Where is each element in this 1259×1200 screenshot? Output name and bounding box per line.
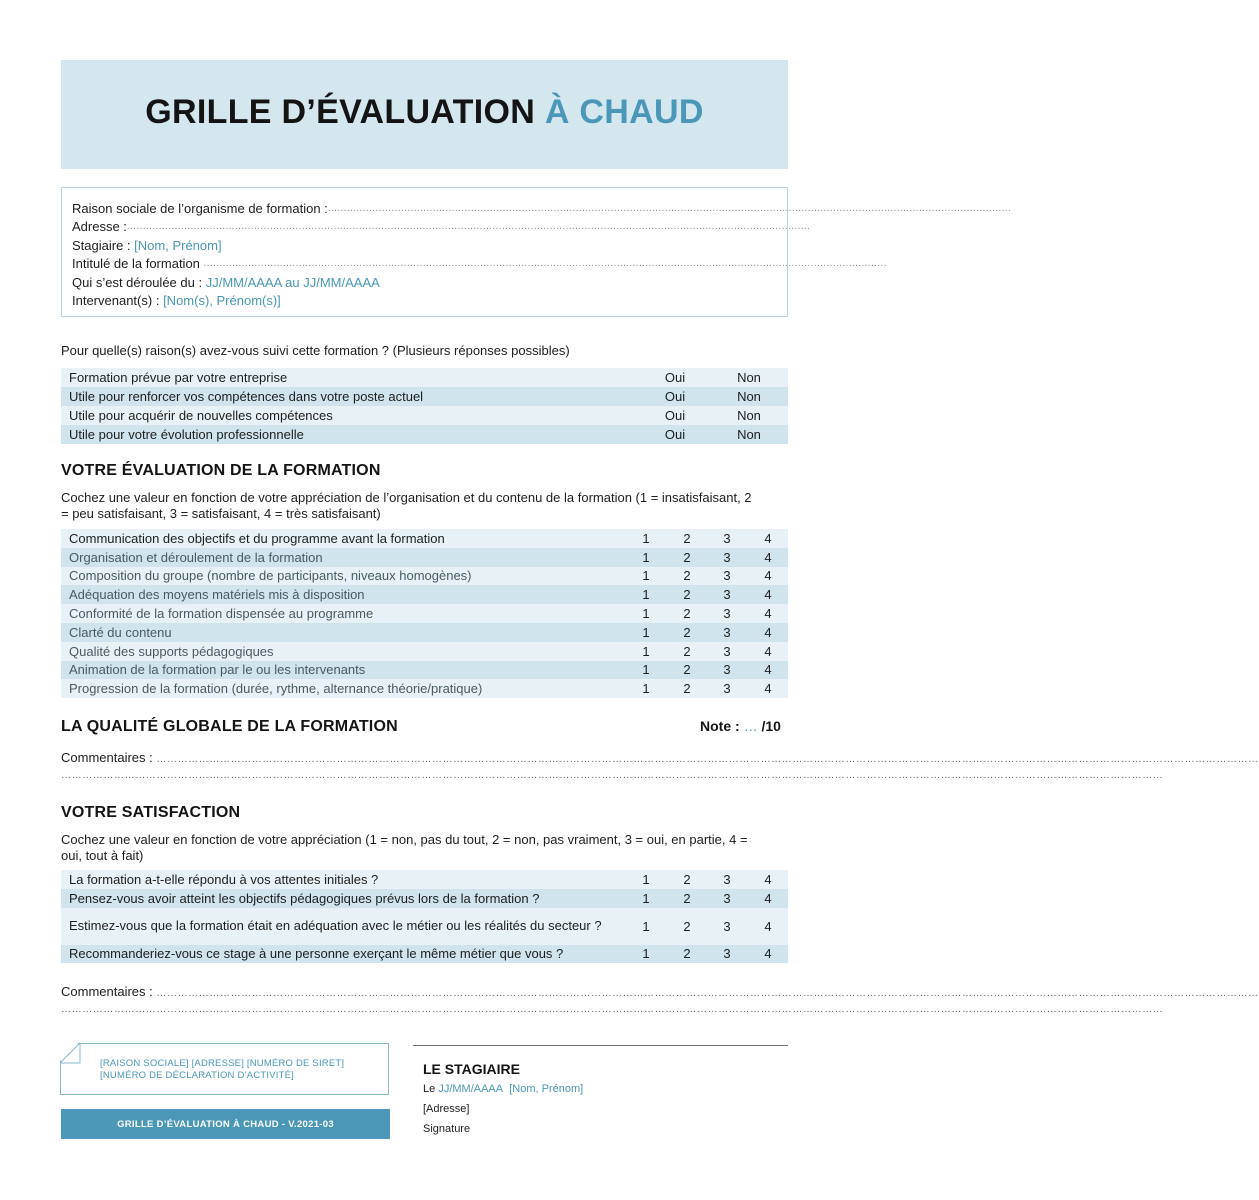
title-dark: GRILLE D’ÉVALUATION [145, 93, 536, 131]
note-max: /10 [761, 718, 781, 734]
satisfaction-heading: VOTRE SATISFACTION [61, 804, 241, 821]
score-4[interactable]: 4 [764, 918, 772, 934]
score-3[interactable]: 3 [723, 643, 731, 659]
deroulee-placeholder: JJ/MM/AAAA au JJ/MM/AAAA [205, 274, 380, 290]
address-line-1: [RAISON SOCIALE] [ADRESSE] [NUMÉRO DE SIRET] [100, 1058, 345, 1069]
table-row [61, 623, 788, 642]
score-2[interactable]: 2 [683, 918, 691, 934]
score-1[interactable]: 1 [642, 530, 650, 546]
score-4[interactable]: 4 [764, 624, 772, 640]
score-2[interactable]: 2 [683, 662, 691, 678]
signature-date-line[interactable] [423, 1083, 583, 1095]
score-4[interactable]: 4 [764, 946, 772, 962]
score-3[interactable]: 3 [723, 871, 731, 887]
reasons-question: Pour quelle(s) raison(s) avez-vous suivi cette formation ? (Plusieurs réponses possibles) [61, 343, 570, 358]
quality-heading: LA QUALITÉ GLOBALE DE LA FORMATION [61, 718, 398, 735]
score-2[interactable]: 2 [683, 624, 691, 640]
quality-comments-field[interactable] [61, 750, 1259, 765]
score-1[interactable]: 1 [642, 624, 650, 640]
score-2[interactable]: 2 [683, 587, 691, 603]
adresse-label: Adresse : [72, 219, 127, 235]
criterion-label: Animation de la formation par le ou les intervenants [69, 662, 366, 678]
yes-option[interactable]: Oui [664, 427, 686, 442]
intervenant-field[interactable] [72, 292, 777, 310]
criterion-label: Progression de la formation (durée, rythme, alternance théorie/pratique) [69, 681, 483, 697]
satisfaction-label: Recommanderiez-vous ce stage à une personne exerçant le même métier que vous ? [69, 946, 564, 962]
criterion-label: Qualité des supports pédagogiques [69, 643, 274, 659]
score-2[interactable]: 2 [683, 530, 691, 546]
comments-label: Commentaires : [61, 984, 153, 999]
yes-option[interactable]: Oui [664, 370, 686, 385]
raison-sociale-dots: ....................................................................................................................................................................................................................... [327, 203, 1012, 214]
reason-label: Formation prévue par votre entreprise [69, 370, 288, 385]
comments-dots: …………………………………………………………………………………………………………………………………………………………………………………………………………………………………………………………………………………… [156, 754, 1259, 765]
score-2[interactable]: 2 [683, 606, 691, 622]
stagiaire-heading: LE STAGIAIRE [423, 1061, 520, 1077]
score-4[interactable]: 4 [764, 530, 772, 546]
comments-label: Commentaires : [61, 750, 153, 765]
score-4[interactable]: 4 [764, 662, 772, 678]
score-4[interactable]: 4 [764, 681, 772, 697]
folded-corner-icon [58, 1041, 94, 1077]
score-1[interactable]: 1 [642, 681, 650, 697]
satisfaction-intro: Cochez une valeur en fonction de votre appréciation (1 = non, pas du tout, 2 = non, pas vraiment, 3 = oui, en partie, 4 = oui, tout à fait) [61, 832, 748, 863]
quality-comments-line-2[interactable]: …………………………………………………………………………………………………………………………………………………………………………………………………………………………………………………………………………………… [61, 770, 1164, 781]
table-row [61, 585, 788, 604]
criterion-label: Organisation et déroulement de la formation [69, 549, 323, 565]
table-row [61, 387, 788, 406]
score-2[interactable]: 2 [683, 643, 691, 659]
score-4[interactable]: 4 [764, 871, 772, 887]
evaluation-intro: Cochez une valeur en fonction de votre appréciation de l’organisation et du contenu de la formation (1 = insatisfaisant, 2 = peu satisfaisant, 3 = satisfaisant, 4 = très satisfaisant) [61, 490, 752, 521]
satisfaction-table [61, 870, 788, 963]
satisfaction-comments-field[interactable] [61, 984, 1259, 999]
address-placeholder[interactable]: [Adresse] [423, 1103, 470, 1115]
organisation-address [100, 1058, 344, 1082]
score-3[interactable]: 3 [723, 946, 731, 962]
score-3[interactable]: 3 [723, 662, 731, 678]
adresse-field[interactable] [72, 218, 811, 236]
table-row [61, 679, 788, 698]
title-accent: À CHAUD [544, 93, 704, 131]
satisfaction-label: La formation a-t-elle répondu à vos attentes initiales ? [69, 871, 379, 887]
score-1[interactable]: 1 [642, 918, 650, 934]
table-row [61, 945, 788, 964]
criterion-label: Clarté du contenu [69, 624, 172, 640]
raison-sociale-label: Raison sociale de l’organisme de formation : [72, 201, 328, 216]
satisfaction-label: Pensez-vous avoir atteint les objectifs pédagogiques prévus lors de la formation ? [69, 890, 540, 906]
page-title [0, 93, 849, 132]
no-option[interactable]: Non [737, 370, 761, 385]
score-1[interactable]: 1 [642, 549, 650, 565]
note-placeholder: … [743, 718, 758, 734]
no-option[interactable]: Non [737, 427, 761, 442]
evaluation-heading: VOTRE ÉVALUATION DE LA FORMATION [61, 462, 381, 479]
score-1[interactable]: 1 [642, 568, 650, 584]
table-row [61, 870, 788, 889]
table-row [61, 604, 788, 623]
satisfaction-label: Estimez-vous que la formation était en adéquation avec le métier ou les réalités du secteur ? [69, 918, 602, 934]
score-3[interactable]: 3 [723, 624, 731, 640]
score-4[interactable]: 4 [764, 568, 772, 584]
signature-label: Signature [423, 1123, 471, 1135]
yes-option[interactable]: Oui [664, 408, 686, 423]
score-1[interactable]: 1 [642, 946, 650, 962]
score-4[interactable]: 4 [764, 549, 772, 565]
intervenant-placeholder: [Nom(s), Prénom(s)] [163, 293, 281, 309]
reason-label: Utile pour renforcer vos compétences dans votre poste actuel [69, 389, 424, 404]
reasons-table [61, 368, 788, 444]
table-row [61, 661, 788, 680]
score-1[interactable]: 1 [642, 890, 650, 906]
table-row [61, 908, 788, 945]
info-box [61, 187, 1012, 317]
score-3[interactable]: 3 [723, 890, 731, 906]
score-3[interactable]: 3 [723, 681, 731, 697]
score-1[interactable]: 1 [642, 662, 650, 678]
footer-version-bar: GRILLE D’ÉVALUATION À CHAUD - V.2021-03 [61, 1109, 390, 1139]
table-row [61, 425, 788, 444]
le-label: Le [423, 1083, 436, 1095]
table-row [61, 406, 788, 425]
stagiaire-placeholder: [Nom, Prénom] [134, 237, 222, 253]
score-2[interactable]: 2 [683, 890, 691, 906]
no-option[interactable]: Non [737, 389, 761, 404]
score-3[interactable]: 3 [723, 568, 731, 584]
no-option[interactable]: Non [737, 408, 761, 423]
yes-option[interactable]: Oui [664, 389, 686, 404]
intitule-label: Intitulé de la formation [72, 256, 200, 272]
raison-sociale-field[interactable] [72, 200, 1012, 218]
score-2[interactable]: 2 [683, 871, 691, 887]
score-4[interactable]: 4 [764, 643, 772, 659]
address-line-2: [NUMÉRO DE DÉCLARATION D’ACTIVITÉ] [100, 1070, 295, 1081]
table-row [61, 567, 788, 586]
score-2[interactable]: 2 [683, 946, 691, 962]
score-2[interactable]: 2 [683, 568, 691, 584]
criterion-label: Adéquation des moyens matériels mis à disposition [69, 587, 365, 603]
score-3[interactable]: 3 [723, 530, 731, 546]
score-3[interactable]: 3 [723, 918, 731, 934]
note-label: Note : [700, 718, 740, 734]
note-field[interactable] [700, 718, 781, 734]
deroulee-label: Qui s’est déroulée du : [72, 274, 203, 290]
score-4[interactable]: 4 [764, 606, 772, 622]
table-row [61, 642, 788, 661]
score-2[interactable]: 2 [683, 549, 691, 565]
stagiaire-label: Stagiaire : [72, 237, 131, 253]
evaluation-table [61, 529, 788, 698]
intitule-field[interactable] [72, 255, 887, 273]
name-placeholder: [Nom, Prénom] [509, 1083, 584, 1095]
stagiaire-field[interactable] [72, 237, 777, 255]
score-4[interactable]: 4 [764, 890, 772, 906]
criterion-label: Communication des objectifs et du programme avant la formation [69, 530, 445, 546]
score-3[interactable]: 3 [723, 549, 731, 565]
criterion-label: Composition du groupe (nombre de participants, niveaux homogènes) [69, 568, 472, 584]
score-1[interactable]: 1 [642, 606, 650, 622]
table-row [61, 529, 788, 548]
score-1[interactable]: 1 [642, 643, 650, 659]
table-row [61, 889, 788, 908]
criterion-label: Conformité de la formation dispensée au programme [69, 606, 374, 622]
table-row [61, 368, 788, 387]
intitule-dots: ....................................................................................................................................................................................................................... [203, 258, 887, 270]
score-2[interactable]: 2 [683, 681, 691, 697]
score-4[interactable]: 4 [764, 587, 772, 603]
reason-label: Utile pour votre évolution professionnelle [69, 427, 304, 442]
comments-dots: …………………………………………………………………………………………………………………………………………………………………………………………………………………………………………………………………………………… [156, 988, 1259, 999]
score-3[interactable]: 3 [723, 587, 731, 603]
deroulee-field[interactable] [72, 274, 777, 292]
reason-label: Utile pour acquérir de nouvelles compétences [69, 408, 333, 423]
table-row [61, 548, 788, 567]
score-3[interactable]: 3 [723, 606, 731, 622]
satisfaction-comments-line-2[interactable]: …………………………………………………………………………………………………………………………………………………………………………………………………………………………………………………………………………………… [61, 1004, 1164, 1015]
intervenant-label: Intervenant(s) : [72, 293, 160, 309]
score-1[interactable]: 1 [642, 871, 650, 887]
adresse-dots: ....................................................................................................................................................................................................................... [126, 221, 811, 233]
signature-separator [413, 1045, 788, 1046]
date-placeholder: JJ/MM/AAAA [438, 1083, 504, 1095]
score-1[interactable]: 1 [642, 587, 650, 603]
